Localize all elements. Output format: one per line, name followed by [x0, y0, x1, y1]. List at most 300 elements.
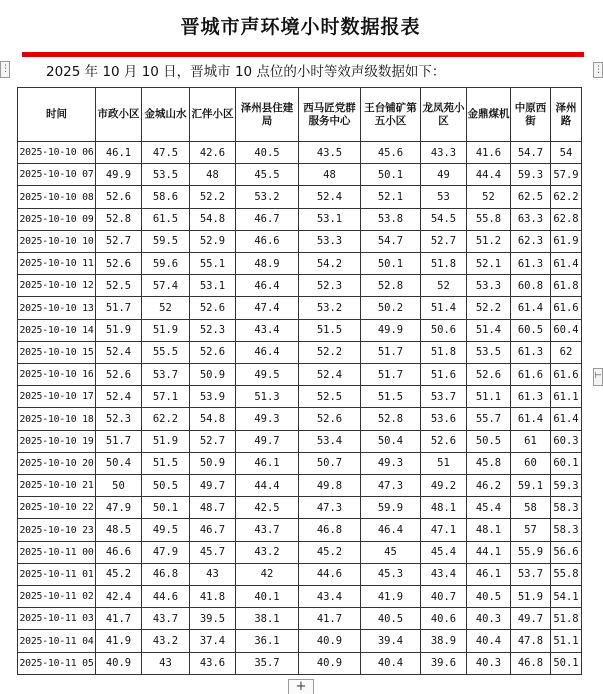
value-cell: 52.6	[96, 253, 142, 275]
value-cell: 47.9	[96, 497, 142, 519]
right-margin-handle[interactable]: ⋮	[593, 62, 603, 78]
value-cell: 59.3	[511, 164, 551, 186]
value-cell: 50.9	[190, 452, 236, 474]
value-cell: 54.5	[421, 208, 467, 230]
value-cell: 51.5	[361, 386, 421, 408]
time-cell: 2025-10-11 03	[18, 608, 96, 630]
time-cell: 2025-10-10 19	[18, 430, 96, 452]
value-cell: 58.3	[551, 519, 582, 541]
time-cell: 2025-10-10 07	[18, 164, 96, 186]
value-cell: 55.7	[467, 408, 511, 430]
value-cell: 50.9	[190, 364, 236, 386]
column-header: 泽州路	[551, 88, 582, 142]
value-cell: 50.1	[361, 253, 421, 275]
value-cell: 50.1	[142, 497, 190, 519]
time-cell: 2025-10-10 13	[18, 297, 96, 319]
value-cell: 53.3	[299, 230, 361, 252]
time-cell: 2025-10-10 12	[18, 275, 96, 297]
value-cell: 43	[142, 652, 190, 674]
value-cell: 59.3	[551, 475, 582, 497]
value-cell: 51.5	[299, 319, 361, 341]
column-header: 泽州县住建局	[236, 88, 299, 142]
table-row	[18, 364, 582, 386]
value-cell: 46.2	[467, 475, 511, 497]
value-cell: 58.6	[142, 186, 190, 208]
value-cell: 49.2	[421, 475, 467, 497]
value-cell: 57.4	[142, 275, 190, 297]
value-cell: 52.6	[299, 408, 361, 430]
value-cell: 43.2	[142, 630, 190, 652]
value-cell: 47.9	[142, 541, 190, 563]
value-cell: 49.5	[236, 364, 299, 386]
value-cell: 54	[551, 142, 582, 164]
table-resize-handle[interactable]: ⊢	[593, 368, 603, 386]
value-cell: 55.8	[551, 563, 582, 585]
value-cell: 48	[299, 164, 361, 186]
value-cell: 49.8	[299, 475, 361, 497]
value-cell: 46.4	[361, 519, 421, 541]
value-cell: 51.5	[142, 452, 190, 474]
time-cell: 2025-10-11 04	[18, 630, 96, 652]
table-row	[18, 319, 582, 341]
value-cell: 41.8	[190, 586, 236, 608]
value-cell: 55.9	[511, 541, 551, 563]
value-cell: 61.3	[511, 253, 551, 275]
value-cell: 48.9	[236, 253, 299, 275]
value-cell: 45.6	[361, 142, 421, 164]
value-cell: 59.6	[142, 253, 190, 275]
value-cell: 51.7	[96, 430, 142, 452]
value-cell: 43.5	[299, 142, 361, 164]
value-cell: 57.1	[142, 386, 190, 408]
table-row	[18, 430, 582, 452]
value-cell: 52.6	[190, 297, 236, 319]
column-header: 时间	[18, 88, 96, 142]
value-cell: 45.8	[467, 452, 511, 474]
value-cell: 53.1	[299, 208, 361, 230]
value-cell: 46.1	[96, 142, 142, 164]
value-cell: 49.5	[142, 519, 190, 541]
value-cell: 45.4	[467, 497, 511, 519]
value-cell: 41.9	[361, 586, 421, 608]
value-cell: 52.2	[190, 186, 236, 208]
value-cell: 51	[421, 452, 467, 474]
add-row-button[interactable]: +	[288, 679, 314, 694]
value-cell: 45	[361, 541, 421, 563]
table-row	[18, 230, 582, 252]
value-cell: 52.6	[96, 364, 142, 386]
value-cell: 52.6	[96, 186, 142, 208]
value-cell: 40.3	[467, 608, 511, 630]
column-header: 王台铺矿第五小区	[361, 88, 421, 142]
value-cell: 42	[236, 563, 299, 585]
table-row	[18, 186, 582, 208]
value-cell: 52.3	[96, 408, 142, 430]
value-cell: 52.5	[96, 275, 142, 297]
time-cell: 2025-10-10 10	[18, 230, 96, 252]
value-cell: 53.1	[190, 275, 236, 297]
table-row	[18, 630, 582, 652]
table-row	[18, 408, 582, 430]
table-row	[18, 275, 582, 297]
value-cell: 61.4	[511, 408, 551, 430]
value-cell: 46.1	[467, 563, 511, 585]
value-cell: 53.5	[467, 341, 511, 363]
value-cell: 50.6	[421, 319, 467, 341]
value-cell: 51.1	[467, 386, 511, 408]
value-cell: 49.7	[236, 430, 299, 452]
value-cell: 40.5	[236, 142, 299, 164]
value-cell: 51.6	[421, 364, 467, 386]
value-cell: 48.1	[421, 497, 467, 519]
value-cell: 36.1	[236, 630, 299, 652]
value-cell: 61.9	[551, 230, 582, 252]
value-cell: 43.4	[421, 563, 467, 585]
value-cell: 58	[511, 497, 551, 519]
value-cell: 61.4	[551, 408, 582, 430]
value-cell: 42.5	[236, 497, 299, 519]
value-cell: 45.5	[236, 164, 299, 186]
value-cell: 52	[467, 186, 511, 208]
value-cell: 45.2	[299, 541, 361, 563]
time-cell: 2025-10-10 20	[18, 452, 96, 474]
value-cell: 50.5	[467, 430, 511, 452]
value-cell: 52.1	[361, 186, 421, 208]
column-header: 金城山水	[142, 88, 190, 142]
value-cell: 51.9	[96, 319, 142, 341]
value-cell: 40.5	[467, 586, 511, 608]
value-cell: 61.6	[511, 364, 551, 386]
value-cell: 48.7	[190, 497, 236, 519]
value-cell: 57	[511, 519, 551, 541]
value-cell: 52.3	[299, 275, 361, 297]
value-cell: 61.6	[551, 297, 582, 319]
table-row	[18, 586, 582, 608]
value-cell: 61.4	[511, 297, 551, 319]
value-cell: 59.1	[511, 475, 551, 497]
table-row	[18, 452, 582, 474]
value-cell: 53.7	[421, 386, 467, 408]
value-cell: 58.3	[551, 497, 582, 519]
value-cell: 51.3	[236, 386, 299, 408]
value-cell: 44.4	[467, 164, 511, 186]
value-cell: 40.6	[421, 608, 467, 630]
value-cell: 52.4	[299, 186, 361, 208]
value-cell: 60.8	[511, 275, 551, 297]
value-cell: 59.5	[142, 230, 190, 252]
value-cell: 62.8	[551, 208, 582, 230]
value-cell: 43	[190, 563, 236, 585]
value-cell: 54.7	[361, 230, 421, 252]
value-cell: 52.7	[96, 230, 142, 252]
column-header: 市政小区	[96, 88, 142, 142]
value-cell: 46.6	[236, 230, 299, 252]
value-cell: 51.9	[142, 430, 190, 452]
time-cell: 2025-10-10 11	[18, 253, 96, 275]
value-cell: 47.1	[421, 519, 467, 541]
value-cell: 52.4	[299, 364, 361, 386]
column-header: 金鼎煤机	[467, 88, 511, 142]
value-cell: 46.7	[190, 519, 236, 541]
value-cell: 51.7	[361, 364, 421, 386]
table-row	[18, 652, 582, 674]
value-cell: 51.8	[421, 253, 467, 275]
time-cell: 2025-10-10 15	[18, 341, 96, 363]
value-cell: 47.8	[511, 630, 551, 652]
value-cell: 40.9	[299, 652, 361, 674]
value-cell: 43.6	[190, 652, 236, 674]
value-cell: 46.1	[236, 452, 299, 474]
value-cell: 51.9	[511, 586, 551, 608]
value-cell: 49.3	[361, 452, 421, 474]
intro-text: 2025 年 10 月 10 日，晋城市 10 点位的小时等效声级数据如下：	[46, 64, 446, 80]
value-cell: 40.4	[467, 630, 511, 652]
value-cell: 46.4	[236, 275, 299, 297]
value-cell: 60.1	[551, 452, 582, 474]
value-cell: 48.1	[467, 519, 511, 541]
table-row	[18, 253, 582, 275]
value-cell: 52.4	[96, 386, 142, 408]
value-cell: 53.9	[190, 386, 236, 408]
value-cell: 50	[96, 475, 142, 497]
value-cell: 40.9	[96, 652, 142, 674]
value-cell: 61.1	[551, 386, 582, 408]
value-cell: 38.9	[421, 630, 467, 652]
column-header: 汇伴小区	[190, 88, 236, 142]
value-cell: 41.6	[467, 142, 511, 164]
value-cell: 47.3	[361, 475, 421, 497]
value-cell: 49.9	[96, 164, 142, 186]
time-cell: 2025-10-11 02	[18, 586, 96, 608]
value-cell: 54.1	[551, 586, 582, 608]
value-cell: 52.8	[96, 208, 142, 230]
value-cell: 53.7	[142, 364, 190, 386]
value-cell: 52.4	[96, 341, 142, 363]
value-cell: 40.1	[236, 586, 299, 608]
value-cell: 52.7	[190, 430, 236, 452]
value-cell: 52.6	[421, 430, 467, 452]
value-cell: 40.9	[299, 630, 361, 652]
value-cell: 41.9	[96, 630, 142, 652]
value-cell: 42.4	[96, 586, 142, 608]
value-cell: 53.6	[421, 408, 467, 430]
value-cell: 61.5	[142, 208, 190, 230]
value-cell: 52.6	[190, 341, 236, 363]
value-cell: 43.7	[142, 608, 190, 630]
value-cell: 54.7	[511, 142, 551, 164]
table-row	[18, 142, 582, 164]
value-cell: 55.8	[467, 208, 511, 230]
value-cell: 50.2	[361, 297, 421, 319]
value-cell: 49	[421, 164, 467, 186]
value-cell: 61.3	[511, 341, 551, 363]
value-cell: 47.3	[299, 497, 361, 519]
value-cell: 52.8	[361, 275, 421, 297]
value-cell: 55.5	[142, 341, 190, 363]
table-header-row	[18, 88, 582, 142]
value-cell: 44.6	[299, 563, 361, 585]
value-cell: 39.4	[361, 630, 421, 652]
table-row	[18, 563, 582, 585]
value-cell: 39.6	[421, 652, 467, 674]
value-cell: 60	[511, 452, 551, 474]
value-cell: 53	[421, 186, 467, 208]
value-cell: 56.6	[551, 541, 582, 563]
value-cell: 54.8	[190, 208, 236, 230]
column-header: 中原西街	[511, 88, 551, 142]
value-cell: 40.5	[361, 608, 421, 630]
value-cell: 61.6	[551, 364, 582, 386]
value-cell: 45.7	[190, 541, 236, 563]
value-cell: 52.7	[421, 230, 467, 252]
value-cell: 63.3	[511, 208, 551, 230]
value-cell: 52.8	[361, 408, 421, 430]
value-cell: 60.4	[551, 319, 582, 341]
time-cell: 2025-10-10 21	[18, 475, 96, 497]
value-cell: 61.3	[511, 386, 551, 408]
value-cell: 51.4	[421, 297, 467, 319]
value-cell: 43.7	[236, 519, 299, 541]
table-row	[18, 475, 582, 497]
value-cell: 52	[421, 275, 467, 297]
column-header: 龙凤苑小区	[421, 88, 467, 142]
value-cell: 53.8	[361, 208, 421, 230]
value-cell: 46.8	[511, 652, 551, 674]
value-cell: 37.4	[190, 630, 236, 652]
column-header: 西马匠党群服务中心	[299, 88, 361, 142]
value-cell: 59.9	[361, 497, 421, 519]
value-cell: 48	[190, 164, 236, 186]
table-row	[18, 497, 582, 519]
value-cell: 61.4	[551, 253, 582, 275]
time-cell: 2025-10-10 18	[18, 408, 96, 430]
value-cell: 51.8	[551, 608, 582, 630]
value-cell: 42.6	[190, 142, 236, 164]
value-cell: 43.4	[299, 586, 361, 608]
table-row	[18, 164, 582, 186]
value-cell: 41.7	[299, 608, 361, 630]
value-cell: 44.4	[236, 475, 299, 497]
value-cell: 39.5	[190, 608, 236, 630]
value-cell: 60.3	[551, 430, 582, 452]
value-cell: 43.2	[236, 541, 299, 563]
table-row	[18, 541, 582, 563]
value-cell: 40.4	[361, 652, 421, 674]
page-title: 晋城市声环境小时数据报表	[180, 16, 421, 38]
value-cell: 51.1	[551, 630, 582, 652]
value-cell: 51.8	[421, 341, 467, 363]
left-margin-handle[interactable]: ⋮	[0, 61, 10, 78]
value-cell: 53.4	[299, 430, 361, 452]
value-cell: 51.4	[467, 319, 511, 341]
value-cell: 40.3	[467, 652, 511, 674]
value-cell: 47.5	[142, 142, 190, 164]
value-cell: 38.1	[236, 608, 299, 630]
value-cell: 50.4	[361, 430, 421, 452]
value-cell: 52.1	[467, 253, 511, 275]
value-cell: 52.3	[190, 319, 236, 341]
value-cell: 46.8	[299, 519, 361, 541]
time-cell: 2025-10-10 17	[18, 386, 96, 408]
value-cell: 48.5	[96, 519, 142, 541]
table-row	[18, 297, 582, 319]
value-cell: 51.9	[142, 319, 190, 341]
value-cell: 62	[551, 341, 582, 363]
value-cell: 45.4	[421, 541, 467, 563]
time-cell: 2025-10-10 09	[18, 208, 96, 230]
value-cell: 35.7	[236, 652, 299, 674]
value-cell: 45.3	[361, 563, 421, 585]
value-cell: 51.2	[467, 230, 511, 252]
value-cell: 49.3	[236, 408, 299, 430]
value-cell: 50.1	[361, 164, 421, 186]
value-cell: 49.7	[511, 608, 551, 630]
table-row	[18, 386, 582, 408]
noise-data-table	[17, 87, 582, 675]
value-cell: 43.4	[236, 319, 299, 341]
value-cell: 61.8	[551, 275, 582, 297]
time-cell: 2025-10-11 05	[18, 652, 96, 674]
value-cell: 49.9	[361, 319, 421, 341]
value-cell: 62.2	[142, 408, 190, 430]
value-cell: 45.2	[96, 563, 142, 585]
value-cell: 54.8	[190, 408, 236, 430]
value-cell: 57.9	[551, 164, 582, 186]
time-cell: 2025-10-11 01	[18, 563, 96, 585]
value-cell: 51.7	[361, 341, 421, 363]
value-cell: 55.1	[190, 253, 236, 275]
value-cell: 52.9	[190, 230, 236, 252]
value-cell: 52	[142, 297, 190, 319]
value-cell: 53.5	[142, 164, 190, 186]
value-cell: 53.3	[467, 275, 511, 297]
value-cell: 41.7	[96, 608, 142, 630]
time-cell: 2025-10-10 08	[18, 186, 96, 208]
value-cell: 52.2	[299, 341, 361, 363]
value-cell: 53.2	[236, 186, 299, 208]
value-cell: 46.4	[236, 341, 299, 363]
value-cell: 60.5	[511, 319, 551, 341]
table-row	[18, 608, 582, 630]
value-cell: 52.6	[467, 364, 511, 386]
value-cell: 62.2	[551, 186, 582, 208]
value-cell: 46.7	[236, 208, 299, 230]
value-cell: 46.6	[96, 541, 142, 563]
table-row	[18, 341, 582, 363]
value-cell: 50.7	[299, 452, 361, 474]
value-cell: 44.6	[142, 586, 190, 608]
value-cell: 47.4	[236, 297, 299, 319]
value-cell: 61	[511, 430, 551, 452]
value-cell: 43.3	[421, 142, 467, 164]
value-cell: 52.2	[467, 297, 511, 319]
value-cell: 53.2	[299, 297, 361, 319]
value-cell: 50.4	[96, 452, 142, 474]
value-cell: 53.7	[511, 563, 551, 585]
time-cell: 2025-10-10 22	[18, 497, 96, 519]
table-row	[18, 519, 582, 541]
value-cell: 40.7	[421, 586, 467, 608]
value-cell: 50.5	[142, 475, 190, 497]
value-cell: 52.5	[299, 386, 361, 408]
value-cell: 62.5	[511, 186, 551, 208]
time-cell: 2025-10-10 16	[18, 364, 96, 386]
value-cell: 46.8	[142, 563, 190, 585]
value-cell: 44.1	[467, 541, 511, 563]
table-row	[18, 208, 582, 230]
title-divider	[22, 52, 584, 57]
time-cell: 2025-10-11 00	[18, 541, 96, 563]
